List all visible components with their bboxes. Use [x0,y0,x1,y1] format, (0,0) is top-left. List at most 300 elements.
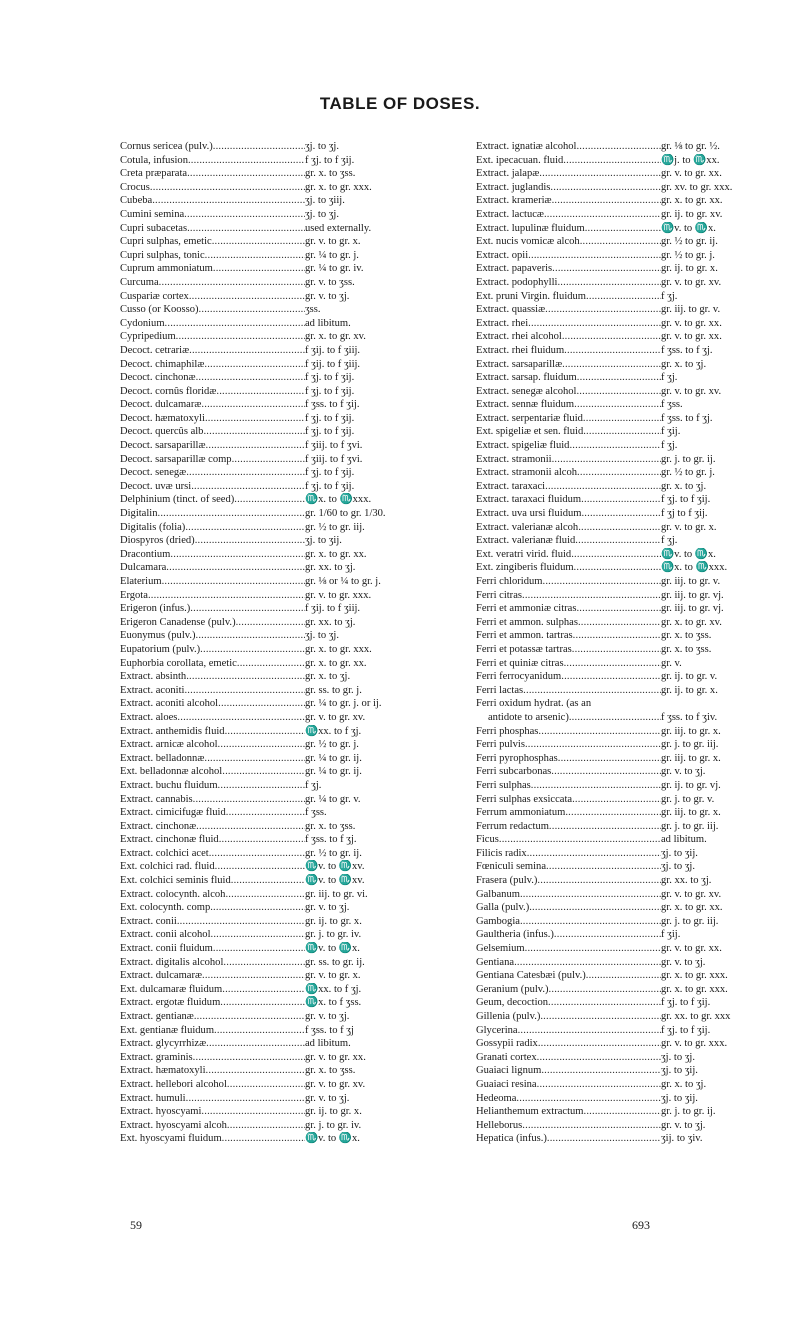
leader-dots [218,738,305,752]
drug-name: Decoct. cetrariæ [120,344,190,356]
leader-dots [552,453,661,467]
leader-dots [574,398,661,412]
dose-value: gr. iij. to gr. x. [661,752,721,764]
leader-dots [523,684,661,698]
leader-dots [223,956,305,970]
drug-name: Guaiaci lignum [476,1065,542,1077]
dose-value: gr. x. to gr. xxx. [661,970,728,982]
dose-value: f ʒj to f ʒij. [661,508,708,520]
dose-entry [120,235,445,249]
dose-value: ʒj. to ʒij. [661,1065,698,1077]
dose-entry [120,793,445,807]
dose-entry [120,847,445,861]
dose-value: f ʒiij. to f ʒvi. [305,453,363,465]
dose-value: gr. ss. to gr. ij. [305,956,365,968]
dose-entry [476,330,800,344]
drug-name: Extract. dulcamaræ [120,970,202,982]
dose-value: gr. v. to gr. x. [305,236,361,248]
drug-name: Ext. zingiberis fluidum [476,562,574,574]
dose-entry [476,222,800,236]
dose-entry [120,425,445,439]
leader-dots [578,616,661,630]
dose-value: ad libitum. [661,834,707,846]
dose-value: gr. ½ to gr. ij. [305,847,362,859]
drug-name: Cornus sericea (pulv.) [120,141,213,152]
dose-entry [120,643,445,657]
leader-dots [166,561,305,575]
drug-name: Ferri lactas [476,684,524,696]
drug-name: Ferri et potassæ tartras [476,643,572,655]
drug-name: Cupri sulphas, emetic [120,236,212,248]
dose-value: gr. iij. to gr. x. [661,725,721,737]
leader-dots [199,303,305,317]
leader-dots [549,983,661,997]
dose-value: ʒj. to ʒj. [305,208,339,220]
leader-dots [525,942,661,956]
leader-dots [231,874,305,888]
leader-dots [527,847,661,861]
leader-dots [564,657,661,671]
drug-name: Extract. opii [476,249,529,261]
leader-dots [196,820,305,834]
leader-dots [552,262,661,276]
drug-name: Gelsemium [476,943,525,955]
dose-entry [476,235,800,249]
drug-name: Gaultheria (infus.) [476,929,554,941]
dose-entry [476,208,800,222]
leader-dots [545,480,661,494]
drug-name: Extract. stramonii alcoh [476,467,578,479]
drug-name: Glycerina [476,1024,518,1036]
leader-dots [544,208,661,222]
dose-entry [476,1105,800,1119]
dose-value: f ʒij. [661,929,681,941]
dose-entry [476,711,800,725]
leader-dots [577,371,661,385]
drug-name: Erigeron (infus.) [120,603,191,615]
dose-value: gr. x. to ʒss. [661,630,712,642]
drug-name: Ext. nucis vomicæ alcoh [476,236,580,248]
leader-dots [574,561,661,575]
leader-dots [222,765,305,779]
drug-name: Extract. arnicæ alcohol [120,739,218,751]
dose-value: gr. j. to gr. iij. [661,915,719,927]
dose-entry [476,453,800,467]
dose-entry [476,901,800,915]
leader-dots [185,521,305,535]
leader-dots [177,711,305,725]
drug-name: Ferri oxidum hydrat. (as an [476,698,592,710]
drug-name: Ext. dulcamaræ fluidum [120,983,223,995]
dose-entry [476,1078,800,1092]
dose-value: gr. v. [661,657,682,669]
dose-value: ♏xx. to f ʒj. [305,725,362,737]
dose-value: gr. ½ to gr. iij. [305,521,365,533]
dose-value: gr. ij. to gr. xv. [661,208,723,220]
dose-entry [120,222,445,236]
leader-dots [186,1092,305,1106]
dose-value: f ʒj. to f ʒij. [661,1024,711,1036]
dose-value: f ʒj. to f ʒij. [305,426,355,438]
page-title: TABLE OF DOSES. [319,94,481,113]
dose-entry [476,589,800,603]
leader-dots [562,358,661,372]
drug-name: Extract. sarsaparillæ [476,358,563,370]
leader-dots [540,1010,661,1024]
dose-entry [120,208,445,222]
dose-entry [120,453,445,467]
dose-value: gr. ⅛ to gr. ½. [661,141,720,152]
dose-entry [476,860,800,874]
leader-dots [537,874,661,888]
drug-name: Helianthemum extractum [476,1106,584,1118]
leader-dots [585,222,661,236]
dose-value: gr. v. to ʒj. [305,290,350,302]
dose-value: gr. iij. to gr. vi. [305,888,368,900]
drug-name: Extract. aconiti alcohol [120,698,219,710]
drug-name: Decoct. dulcamaræ [120,399,202,411]
dose-entry [476,725,800,739]
leader-dots [194,1010,305,1024]
dose-entry [476,1037,800,1051]
dose-entry [476,657,800,671]
dose-value: ♏v. to ♏x. [305,1133,360,1145]
drug-name: Ferri phosphas [476,725,539,737]
leader-dots [522,1119,661,1133]
dose-entry [120,575,445,589]
leader-dots [537,1078,661,1092]
drug-name: Cypripedium [120,331,176,343]
leader-dots [547,1132,661,1146]
leader-dots [569,711,661,725]
leader-dots [531,779,661,793]
leader-dots [520,915,661,929]
drug-name: Ferri chloridum [476,576,543,587]
drug-name: Ext. colchici rad. fluid [120,861,215,873]
drug-name: Ferri sulphas exsiccata [476,793,573,805]
leader-dots [162,575,305,589]
dose-value: gr. v. to gr. xxx. [661,1038,728,1050]
drug-name: Extract. colchici acet [120,847,209,859]
leader-dots [569,439,661,453]
leader-dots [522,589,661,603]
leader-dots [225,725,305,739]
dose-value: ♏v. to ♏x. [305,943,360,955]
dose-value: gr. x. to gr. xx. [661,195,723,207]
drug-name: Geum, decoction [476,997,549,1009]
leader-dots [539,167,661,181]
dose-entry [120,249,445,263]
dose-entry [476,629,800,643]
leader-dots [551,765,661,779]
drug-name: Ext. pruni Virgin. fluidum [476,290,587,302]
dose-value: gr. v. to ʒss. [305,276,355,288]
leader-dots [216,385,305,399]
leader-dots [158,507,306,521]
drug-name: Dulcamara [120,562,167,574]
dose-value: gr. v. to ʒj. [661,956,706,968]
leader-dots [227,1078,305,1092]
dose-value: f ʒj. [661,290,678,302]
dose-entry [476,738,800,752]
dose-value: gr. x. to ʒj. [305,671,351,683]
dose-entry [476,561,800,575]
leader-dots [189,344,305,358]
leader-dots [563,154,661,168]
dose-entry [120,901,445,915]
dose-entry [120,371,445,385]
dose-value: gr. v. to gr. xx. [305,1051,366,1063]
drug-name: Frasera (pulv.) [476,875,538,887]
dose-entry [476,833,800,847]
leader-dots [206,439,305,453]
dose-entry [476,412,800,426]
drug-name: Gillenia (pulv.) [476,1011,541,1022]
dose-value: f ʒj. to f ʒij. [305,154,355,166]
dose-entry [120,684,445,698]
drug-name: Galla (pulv.) [476,902,530,914]
dose-value: gr. ij. to gr. x. [305,915,362,927]
drug-name: Extract. absinth [120,671,187,683]
drug-name: Extract. hellebori alcohol [120,1078,227,1090]
leader-dots [210,901,305,915]
dose-entry [476,493,800,507]
drug-name: Ferri et ammoniæ citras [476,603,577,615]
dose-entry [120,534,445,548]
dose-value: f ʒij. to f ʒiij. [305,603,361,615]
dose-entry [476,575,800,589]
leader-dots [557,276,661,290]
dose-entry [476,276,800,290]
dose-value: gr. iij. to gr. v. [661,576,721,587]
dose-value: gr. x. to gr. xv. [305,331,366,343]
dose-value: f ʒss. [305,807,327,819]
dose-value: gr. v. to gr. xv. [661,276,722,288]
dose-value: ♏v. to ♏xv. [305,861,365,873]
drug-name: Extract. senegæ alcohol [476,385,577,397]
dose-entry [120,928,445,942]
leader-dots [206,1064,305,1078]
dose-value: gr. j. to gr. iij. [661,820,719,832]
leader-dots [581,493,661,507]
leader-dots [514,956,661,970]
dose-value: gr. ¼ to gr. ij. [305,752,362,764]
drug-name: Ext. colocynth. comp [120,902,211,914]
dose-value: f ʒj. [661,372,678,384]
dose-value: ♏v. to ♏x. [661,548,716,560]
drug-name: Ferri citras [476,589,522,601]
drug-name: Geranium (pulv.) [476,983,549,995]
drug-name: Ficus [476,834,499,846]
dose-entry [476,616,800,630]
leader-dots [541,1064,661,1078]
dose-entry [120,752,445,766]
drug-name: Extract. colocynth. alcoh [120,888,226,900]
dose-entry [120,602,445,616]
dose-entry [120,969,445,983]
drug-name: Decoct. hæmatoxyli [120,412,205,424]
leader-dots [554,928,661,942]
dose-entry [120,480,445,494]
drug-name: Ferri pulvis [476,739,525,751]
dose-entry [476,806,800,820]
dose-entry [476,317,800,331]
leader-dots [586,290,661,304]
dose-entry [476,398,800,412]
dose-value: ♏j. to ♏xx. [661,154,720,166]
leader-dots [576,385,661,399]
dose-value: gr. v. to ʒj. [661,1119,706,1131]
dose-value: ʒj. to ʒj. [305,630,339,642]
dose-value: gr. v. to gr. x. [661,521,717,533]
dose-value: f ʒj. to f ʒij. [305,412,355,424]
leader-dots [529,901,661,915]
dose-entry [476,439,800,453]
dose-value: f ʒj. to f ʒij. [305,385,355,397]
dose-entry [120,860,445,874]
dose-entry [120,398,445,412]
dose-value: gr. ¼ to gr. iv. [305,263,364,275]
leader-dots [561,670,661,684]
dose-entry [476,385,800,399]
leader-dots [219,833,305,847]
dose-entry [120,181,445,195]
dose-entry [120,194,445,208]
dose-value: gr. ½ to gr. j. [305,739,359,751]
drug-name: Extract. spigeliæ fluid [476,440,570,452]
drug-name: Gentiana [476,956,515,968]
dose-value: gr. v. to gr. xv. [305,711,366,723]
dose-value: gr. v. to gr. x. [305,970,361,982]
dose-entry [120,996,445,1010]
dose-value: gr. xx. to ʒj. [305,616,356,628]
dose-entry [120,779,445,793]
drug-name: Extract. sennæ fluidum [476,399,575,411]
leader-dots [152,194,305,208]
drug-name: Ferri et ammon. tartras [476,630,573,642]
leader-dots [159,276,305,290]
dose-entry [476,466,800,480]
leader-dots [565,806,661,820]
dose-entry [120,167,445,181]
dose-entry [120,507,445,521]
drug-name: Ext. ipecacuan. fluid [476,154,564,166]
dose-entry [476,249,800,263]
dose-value: gr. v. to gr. xx. [661,317,722,329]
leader-dots [201,1105,305,1119]
drug-name: Ext. hyoscyami fluidum [120,1133,222,1145]
leader-dots [165,317,305,331]
dose-entry [476,793,800,807]
dose-value: f ʒj. to f ʒij. [305,467,355,479]
dose-entry [476,303,800,317]
dose-entry [120,589,445,603]
dose-entry [120,629,445,643]
dose-value: gr. x. to gr. xxx. [661,983,728,995]
dose-entry [476,874,800,888]
leader-dots [214,1024,305,1038]
leader-dots [571,548,661,562]
dose-entry [476,371,800,385]
leader-dots [528,317,661,331]
dose-entry [120,358,445,372]
dose-entry [120,140,445,154]
dose-entry [476,602,800,616]
leader-dots [189,290,305,304]
drug-name: Erigeron Canadense (pulv.) [120,616,236,628]
drug-name: Decoct. quercûs alb [120,426,204,438]
dose-entry [120,833,445,847]
drug-name: Creta præparata [120,168,188,180]
drug-name: Extract. sarsap. fluidum [476,372,577,384]
dose-value: gr. x. to ʒj. [661,480,707,492]
dose-value: f ʒj. to f ʒij. [661,494,711,506]
dose-entry [120,330,445,344]
dose-value: gr. x. to ʒss. [305,168,356,180]
leader-dots [218,779,305,793]
drug-name: Digitalin [120,508,158,520]
drug-name: Decoct. uvæ ursi [120,480,192,492]
drug-name: Helleborus [476,1119,523,1131]
dose-entry [120,1010,445,1024]
drug-name: Extract. buchu fluidum [120,779,218,791]
dose-value: gr. xx. to ʒj. [305,562,356,574]
dose-value: gr. xv. to gr. xxx. [661,181,733,193]
dose-entry [120,561,445,575]
dose-value: gr. ¼ to gr. ij. [305,766,362,778]
dose-value: gr. x. to ʒj. [661,1078,707,1090]
drug-name: Granati cortex [476,1051,537,1063]
dose-value: gr. ¼ to gr. j. or ij. [305,698,382,710]
dose-value: gr. j. to gr. ij. [661,1106,716,1118]
leader-dots [525,738,661,752]
drug-name: Cydonium [120,317,165,329]
dose-value: gr. x. to gr. xx. [661,902,723,914]
leader-dots [537,1051,661,1065]
drug-name: Extract. belladonnæ [120,752,205,764]
leader-dots [177,915,305,929]
dose-column-right [476,140,800,1146]
drug-name: Elaterium [120,576,162,587]
drug-name: Dracontium [120,548,171,560]
leader-dots [170,548,305,562]
dose-value: gr. ij. to gr. x. [661,684,718,696]
leader-dots [573,629,661,643]
drug-name: Extract. ignatiæ alcohol [476,141,577,152]
leader-dots [186,466,305,480]
dose-entry [476,480,800,494]
dose-value: gr. x. to ʒss. [305,1065,356,1077]
drug-name: Cuspariæ cortex [120,290,189,302]
leader-dots [203,425,305,439]
dose-value: gr. ij. to gr. x. [661,263,718,275]
drug-name: Extract. stramonii [476,453,552,465]
dose-entry [120,888,445,902]
leader-dots [196,371,305,385]
dose-entry [120,765,445,779]
dose-value: f ʒj. to f ʒij. [305,372,355,384]
dose-value: gr. j. to gr. iv. [305,1119,362,1131]
dose-value: f ʒj. [305,779,322,791]
dose-entry [476,1092,800,1106]
dose-value: f ʒij. to f ʒiij. [305,344,361,356]
dose-entry [476,262,800,276]
dose-value: gr. v. to ʒj. [305,902,350,914]
drug-name: Gambogia [476,915,520,927]
dose-value: gr. ij. to gr. vj. [661,779,721,791]
leader-dots [550,181,661,195]
leader-dots [528,249,661,263]
